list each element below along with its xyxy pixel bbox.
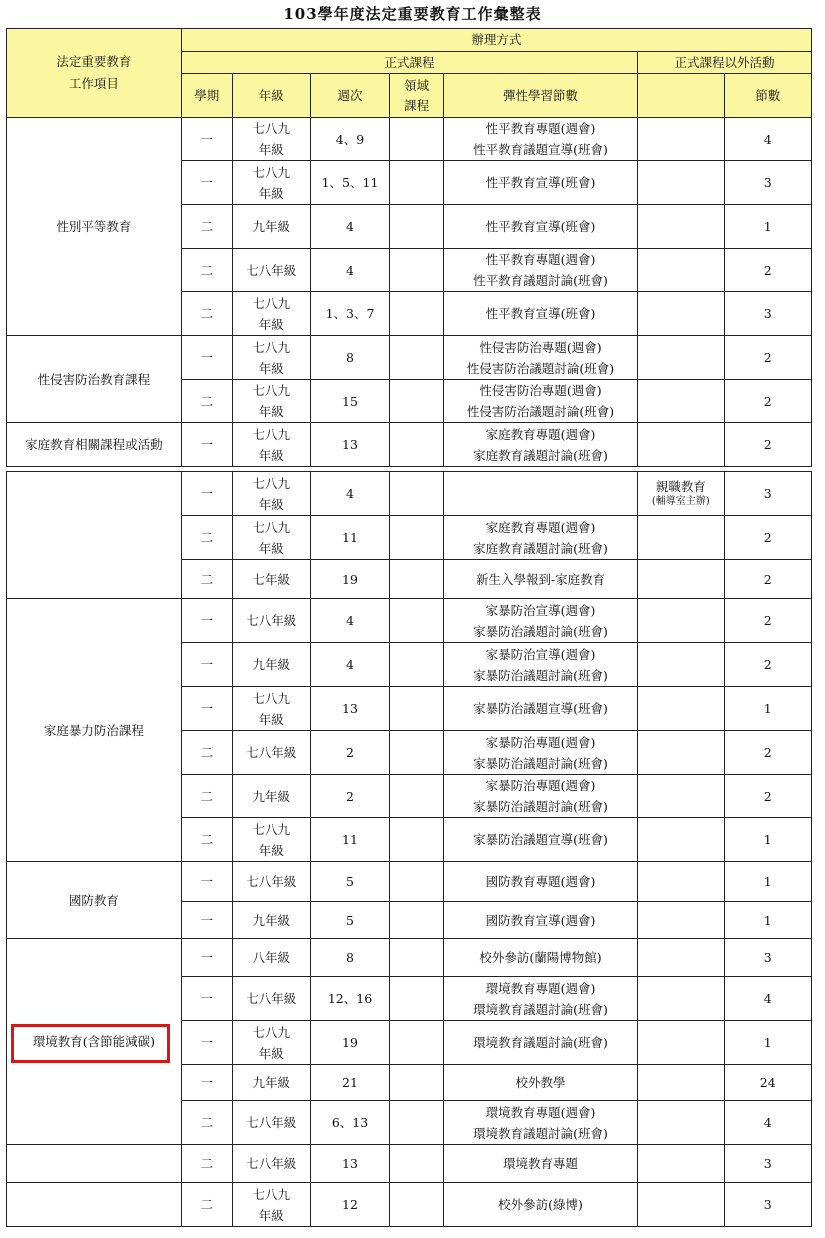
flex-cell: 環境教育議題討論(班會) xyxy=(444,1021,638,1065)
periods-cell: 2 xyxy=(724,516,811,560)
grade-cell: 七八九 年級 xyxy=(232,687,310,731)
grade-cell: 七八年級 xyxy=(232,977,310,1021)
semester-cell: 二 xyxy=(181,1145,232,1183)
domain-cell xyxy=(390,118,444,161)
domain-cell xyxy=(390,862,444,902)
group-name: 性侵害防治教育課程 xyxy=(7,336,182,423)
header-week: 週次 xyxy=(310,74,389,118)
domain-cell xyxy=(390,1101,444,1145)
domain-cell xyxy=(390,560,444,599)
flex-cell: 校外教學 xyxy=(444,1065,638,1101)
group-name: 家庭教育相關課程或活動 xyxy=(7,423,182,467)
flex-cell: 國防教育宣導(週會) xyxy=(444,902,638,939)
header-formal: 正式課程 xyxy=(181,52,637,74)
semester-cell: 一 xyxy=(181,423,232,467)
periods-cell: 3 xyxy=(724,1183,811,1227)
activity-cell xyxy=(638,862,724,902)
week-cell: 19 xyxy=(310,1021,389,1065)
grade-cell: 七八九 年級 xyxy=(232,292,310,336)
table-section-2 xyxy=(6,471,812,939)
week-cell: 4 xyxy=(310,205,389,249)
activity-label: 親職教育 xyxy=(655,479,706,494)
flex-cell: 性侵害防治專題(週會) 性侵害防治議題討論(班會) xyxy=(444,336,638,380)
grade-cell: 七八年級 xyxy=(232,1101,310,1145)
week-cell: 15 xyxy=(310,380,389,423)
semester-cell: 一 xyxy=(181,336,232,380)
flex-cell: 校外參訪(蘭陽博物館) xyxy=(444,939,638,977)
semester-cell: 一 xyxy=(181,939,232,977)
week-cell: 4、9 xyxy=(310,118,389,161)
table-section-1 xyxy=(6,28,812,467)
domain-cell xyxy=(390,1065,444,1101)
periods-cell: 2 xyxy=(724,643,811,687)
domain-cell xyxy=(390,977,444,1021)
semester-cell: 一 xyxy=(181,599,232,643)
activity-cell xyxy=(638,1145,724,1183)
activity-cell xyxy=(638,380,724,423)
activity-cell xyxy=(638,118,724,161)
week-cell: 13 xyxy=(310,1145,389,1183)
periods-cell: 3 xyxy=(724,161,811,205)
flex-cell: 家暴防治議題宣導(班會) xyxy=(444,818,638,862)
table-row xyxy=(7,423,812,467)
semester-cell: 二 xyxy=(181,205,232,249)
periods-cell: 3 xyxy=(724,472,811,516)
periods-cell: 2 xyxy=(724,775,811,818)
grade-cell: 七八九 年級 xyxy=(232,1183,310,1227)
grade-cell: 七八九 年級 xyxy=(232,161,310,205)
periods-cell: 2 xyxy=(724,599,811,643)
periods-cell: 1 xyxy=(724,818,811,862)
domain-cell xyxy=(390,472,444,516)
week-cell: 2 xyxy=(310,731,389,775)
grade-cell: 七八九 年級 xyxy=(232,818,310,862)
domain-cell xyxy=(390,731,444,775)
table-row xyxy=(7,862,812,902)
grade-cell: 八年級 xyxy=(232,939,310,977)
grade-cell: 九年級 xyxy=(232,1065,310,1101)
week-cell: 8 xyxy=(310,939,389,977)
grade-cell: 七八九 年級 xyxy=(232,380,310,423)
activity-cell xyxy=(638,599,724,643)
week-cell: 8 xyxy=(310,336,389,380)
semester-cell: 二 xyxy=(181,292,232,336)
semester-cell: 二 xyxy=(181,731,232,775)
week-cell: 2 xyxy=(310,775,389,818)
flex-cell: 家暴防治宣導(週會) 家暴防治議題討論(班會) xyxy=(444,599,638,643)
semester-cell: 二 xyxy=(181,1183,232,1227)
activity-cell xyxy=(638,472,724,516)
domain-cell xyxy=(390,161,444,205)
group-name xyxy=(7,1183,182,1227)
activity-cell xyxy=(638,687,724,731)
domain-cell xyxy=(390,939,444,977)
activity-cell xyxy=(638,560,724,599)
table-section-3 xyxy=(6,938,812,1227)
table-row xyxy=(7,599,812,643)
grade-cell: 七八年級 xyxy=(232,862,310,902)
week-cell: 11 xyxy=(310,818,389,862)
periods-cell: 1 xyxy=(724,687,811,731)
flex-cell: 性侵害防治專題(週會) 性侵害防治議題討論(班會) xyxy=(444,380,638,423)
flex-cell xyxy=(444,472,638,516)
semester-cell: 一 xyxy=(181,977,232,1021)
week-cell: 4 xyxy=(310,472,389,516)
week-cell: 4 xyxy=(310,643,389,687)
grade-cell: 七八年級 xyxy=(232,1145,310,1183)
domain-cell xyxy=(390,292,444,336)
periods-cell: 1 xyxy=(724,862,811,902)
activity-cell xyxy=(638,1101,724,1145)
week-cell: 11 xyxy=(310,516,389,560)
group-name xyxy=(7,472,182,599)
domain-cell xyxy=(390,1145,444,1183)
flex-cell: 家暴防治專題(週會) 家暴防治議題討論(班會) xyxy=(444,731,638,775)
flex-cell: 國防教育專題(週會) xyxy=(444,862,638,902)
activity-cell xyxy=(638,423,724,467)
header-grade: 年級 xyxy=(232,74,310,118)
header-activity xyxy=(638,74,724,118)
grade-cell: 九年級 xyxy=(232,643,310,687)
activity-cell xyxy=(638,1065,724,1101)
group-name: 性別平等教育 xyxy=(7,118,182,336)
group-name: 家庭暴力防治課程 xyxy=(7,599,182,862)
header-item: 法定重要教育 工作項目 xyxy=(7,29,182,118)
periods-cell: 1 xyxy=(724,1021,811,1065)
activity-cell xyxy=(638,939,724,977)
periods-cell: 2 xyxy=(724,336,811,380)
activity-cell xyxy=(638,977,724,1021)
semester-cell: 一 xyxy=(181,643,232,687)
flex-cell: 家暴防治議題宣導(班會) xyxy=(444,687,638,731)
semester-cell: 一 xyxy=(181,687,232,731)
week-cell: 5 xyxy=(310,902,389,939)
activity-cell xyxy=(638,902,724,939)
grade-cell: 九年級 xyxy=(232,902,310,939)
grade-cell: 九年級 xyxy=(232,205,310,249)
domain-cell xyxy=(390,687,444,731)
flex-cell: 環境教育專題 xyxy=(444,1145,638,1183)
activity-cell xyxy=(638,516,724,560)
grade-cell: 七八九 年級 xyxy=(232,1021,310,1065)
grade-cell: 七八九 年級 xyxy=(232,516,310,560)
group-name: 環境教育(含節能減碳) xyxy=(7,939,182,1145)
activity-cell xyxy=(638,249,724,292)
grade-cell: 七八九 年級 xyxy=(232,118,310,161)
activity-cell xyxy=(638,1021,724,1065)
activity-cell xyxy=(638,292,724,336)
header-nonformal: 正式課程以外活動 xyxy=(638,52,812,74)
periods-cell: 2 xyxy=(724,423,811,467)
semester-cell: 一 xyxy=(181,1065,232,1101)
semester-cell: 二 xyxy=(181,380,232,423)
table-row xyxy=(7,1145,812,1183)
domain-cell xyxy=(390,249,444,292)
domain-cell xyxy=(390,423,444,467)
flex-cell: 新生入學報到-家庭教育 xyxy=(444,560,638,599)
week-cell: 19 xyxy=(310,560,389,599)
group-name xyxy=(7,1145,182,1183)
flex-cell: 性平教育專題(週會) 性平教育議題討論(班會) xyxy=(444,249,638,292)
semester-cell: 一 xyxy=(181,161,232,205)
activity-cell xyxy=(638,775,724,818)
activity-cell xyxy=(638,731,724,775)
semester-cell: 二 xyxy=(181,516,232,560)
flex-cell: 性平教育專題(週會) 性平教育議題宣導(班會) xyxy=(444,118,638,161)
grade-cell: 七年級 xyxy=(232,560,310,599)
grade-cell: 九年級 xyxy=(232,775,310,818)
flex-cell: 性平教育宣導(班會) xyxy=(444,292,638,336)
flex-cell: 校外參訪(綠博) xyxy=(444,1183,638,1227)
week-cell: 4 xyxy=(310,249,389,292)
grade-cell: 七八年級 xyxy=(232,249,310,292)
header-semester: 學期 xyxy=(181,74,232,118)
domain-cell xyxy=(390,902,444,939)
domain-cell xyxy=(390,1021,444,1065)
periods-cell: 4 xyxy=(724,1101,811,1145)
semester-cell: 一 xyxy=(181,472,232,516)
semester-cell: 二 xyxy=(181,560,232,599)
week-cell: 1、3、7 xyxy=(310,292,389,336)
flex-cell: 家暴防治宣導(週會) 家暴防治議題討論(班會) xyxy=(444,643,638,687)
domain-cell xyxy=(390,818,444,862)
flex-cell: 性平教育宣導(班會) xyxy=(444,205,638,249)
semester-cell: 一 xyxy=(181,118,232,161)
semester-cell: 二 xyxy=(181,775,232,818)
domain-cell xyxy=(390,380,444,423)
group-name: 國防教育 xyxy=(7,862,182,939)
domain-cell xyxy=(390,516,444,560)
week-cell: 6、13 xyxy=(310,1101,389,1145)
activity-cell xyxy=(638,818,724,862)
activity-cell xyxy=(638,161,724,205)
week-cell: 13 xyxy=(310,423,389,467)
domain-cell xyxy=(390,205,444,249)
table-row xyxy=(7,472,812,516)
periods-cell: 2 xyxy=(724,249,811,292)
week-cell: 12、16 xyxy=(310,977,389,1021)
periods-cell: 4 xyxy=(724,118,811,161)
header-domain: 領域 課程 xyxy=(390,74,444,118)
flex-cell: 家庭教育專題(週會) 家庭教育議題討論(班會) xyxy=(444,423,638,467)
grade-cell: 七八年級 xyxy=(232,599,310,643)
grade-cell: 七八九 年級 xyxy=(232,336,310,380)
activity-cell xyxy=(638,336,724,380)
header-periods: 節數 xyxy=(724,74,811,118)
domain-cell xyxy=(390,1183,444,1227)
semester-cell: 二 xyxy=(181,249,232,292)
periods-cell: 3 xyxy=(724,1145,811,1183)
week-cell: 4 xyxy=(310,599,389,643)
grade-cell: 七八年級 xyxy=(232,731,310,775)
page-title: 103學年度法定重要教育工作彙整表 xyxy=(283,5,542,23)
week-cell: 13 xyxy=(310,687,389,731)
domain-cell xyxy=(390,643,444,687)
periods-cell: 2 xyxy=(724,731,811,775)
activity-cell xyxy=(638,643,724,687)
activity-cell xyxy=(638,1183,724,1227)
periods-cell: 4 xyxy=(724,977,811,1021)
week-cell: 1、5、11 xyxy=(310,161,389,205)
periods-cell: 24 xyxy=(724,1065,811,1101)
week-cell: 21 xyxy=(310,1065,389,1101)
domain-cell xyxy=(390,599,444,643)
grade-cell: 七八九 年級 xyxy=(232,472,310,516)
table-row xyxy=(7,1183,812,1227)
semester-cell: 二 xyxy=(181,818,232,862)
week-cell: 5 xyxy=(310,862,389,902)
header-method: 辦理方式 xyxy=(181,29,811,52)
flex-cell: 性平教育宣導(班會) xyxy=(444,161,638,205)
activity-note: (輔導室主辦) xyxy=(651,496,710,507)
week-cell: 12 xyxy=(310,1183,389,1227)
grade-cell: 七八九 年級 xyxy=(232,423,310,467)
table-row xyxy=(7,939,812,977)
periods-cell: 2 xyxy=(724,380,811,423)
header-flex: 彈性學習節數 xyxy=(444,74,638,118)
table-row xyxy=(7,118,812,161)
semester-cell: 一 xyxy=(181,902,232,939)
periods-cell: 1 xyxy=(724,902,811,939)
periods-cell: 3 xyxy=(724,939,811,977)
table-row xyxy=(7,336,812,380)
flex-cell: 環境教育專題(週會) 環境教育議題討論(班會) xyxy=(444,1101,638,1145)
activity-cell xyxy=(638,205,724,249)
domain-cell xyxy=(390,775,444,818)
semester-cell: 一 xyxy=(181,862,232,902)
domain-cell xyxy=(390,336,444,380)
flex-cell: 環境教育專題(週會) 環境教育議題討論(班會) xyxy=(444,977,638,1021)
periods-cell: 3 xyxy=(724,292,811,336)
flex-cell: 家暴防治專題(週會) 家暴防治議題討論(班會) xyxy=(444,775,638,818)
semester-cell: 一 xyxy=(181,1021,232,1065)
semester-cell: 二 xyxy=(181,1101,232,1145)
periods-cell: 2 xyxy=(724,560,811,599)
flex-cell: 家庭教育專題(週會) 家庭教育議題討論(班會) xyxy=(444,516,638,560)
periods-cell: 1 xyxy=(724,205,811,249)
